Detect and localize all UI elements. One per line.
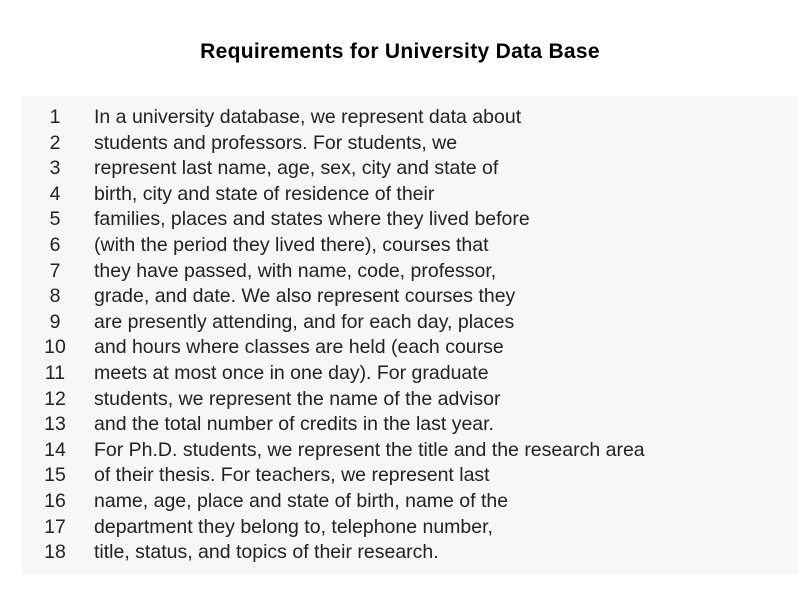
line-text: For Ph.D. students, we represent the title and the research area (94, 438, 645, 461)
requirement-line (34, 463, 645, 489)
line-number: 16 (44, 489, 66, 512)
line-number: 3 (49, 157, 61, 180)
line-text: title, status, and topics of their research. (94, 541, 439, 564)
line-number: 11 (44, 361, 66, 384)
line-text: families, places and states where they lived before (94, 208, 530, 231)
requirement-line (34, 361, 645, 387)
line-number: 8 (49, 285, 61, 308)
requirement-line (34, 438, 645, 464)
requirement-line (34, 489, 645, 515)
requirement-line (34, 335, 645, 361)
line-number: 5 (49, 208, 61, 231)
line-text: they have passed, with name, code, professor, (94, 259, 497, 282)
line-text: and the total number of credits in the last year. (94, 413, 494, 436)
line-number: 10 (44, 336, 66, 359)
requirement-line (34, 412, 645, 438)
line-number: 15 (44, 464, 66, 487)
line-text: are presently attending, and for each day, places (94, 310, 515, 333)
requirement-line (34, 105, 645, 131)
line-number: 7 (49, 259, 61, 282)
line-number: 17 (44, 515, 66, 538)
line-text: (with the period they lived there), courses that (94, 233, 489, 256)
requirement-line (34, 310, 645, 336)
requirement-line (34, 131, 645, 157)
line-text: grade, and date. We also represent courses they (94, 285, 516, 308)
line-text: In a university database, we represent data about (94, 106, 522, 128)
requirement-line (34, 207, 645, 233)
requirement-line (34, 540, 645, 566)
line-number: 12 (44, 387, 66, 410)
requirement-line (34, 233, 645, 259)
line-text: and hours where classes are held (each course (94, 336, 504, 359)
line-text: students, we represent the name of the advisor (94, 387, 501, 410)
line-number: 2 (49, 131, 61, 154)
line-number: 4 (49, 182, 61, 205)
slide-title: Requirements for University Data Base (200, 40, 600, 63)
requirement-line (34, 515, 645, 541)
requirement-line (34, 284, 645, 310)
line-text: of their thesis. For teachers, we represent last (94, 464, 490, 487)
line-text: department they belong to, telephone number, (94, 515, 493, 538)
line-number: 13 (44, 413, 66, 436)
requirements-list (34, 105, 645, 566)
line-number: 1 (49, 106, 61, 128)
line-number: 18 (44, 541, 66, 564)
requirement-line (34, 387, 645, 413)
requirement-line (34, 182, 645, 208)
line-text: students and professors. For students, we (94, 131, 458, 154)
requirement-line (34, 259, 645, 285)
line-text: name, age, place and state of birth, name of the (94, 489, 509, 512)
line-text: birth, city and state of residence of their (94, 182, 435, 205)
line-number: 9 (49, 310, 61, 333)
line-text: represent last name, age, sex, city and state of (94, 157, 499, 180)
line-text: meets at most once in one day). For graduate (94, 361, 489, 384)
requirement-line (34, 156, 645, 182)
line-number: 6 (49, 233, 61, 256)
line-number: 14 (44, 438, 66, 461)
